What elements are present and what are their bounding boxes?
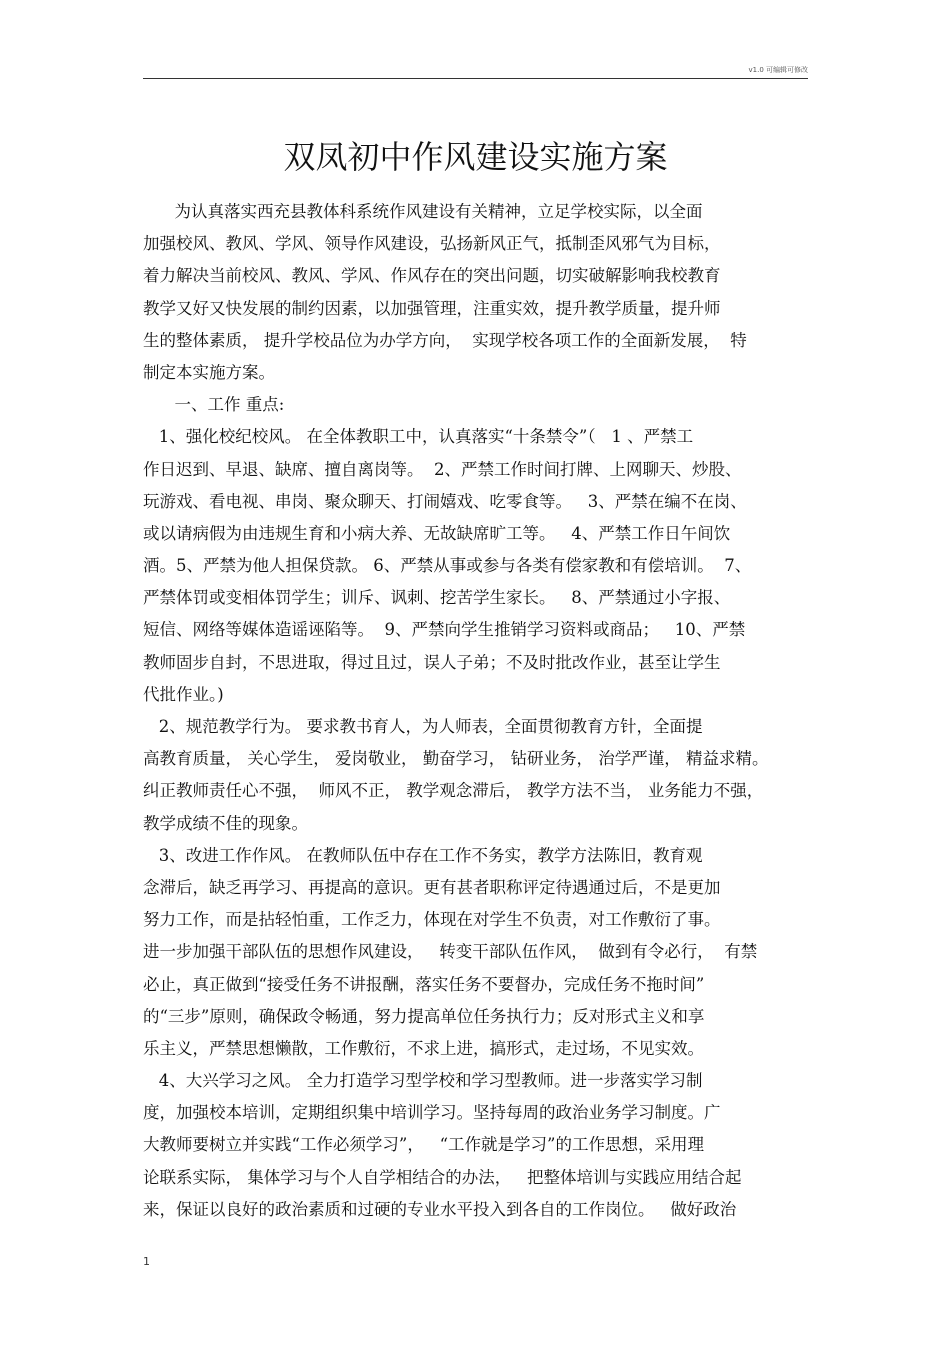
text-line: 1、强化校纪校风。 在全体教职工中，认真落实“十条禁令”（ 1 、严禁工	[143, 427, 694, 447]
text-line: 代批作业。)	[143, 684, 224, 704]
text-line: 2、规范教学行为。 要求教书育人，为人师表，全面贯彻教育方针，全面提	[143, 717, 703, 736]
text-line: 加强校风、教风、学风、领导作风建设，弘扬新风正气，抵制歪风邪气为目标，	[143, 234, 721, 254]
text-line: 教学又好又快发展的制约因素，以加强管理，注重实效，提升教学质量，提升师	[143, 298, 721, 318]
text-line: 念滞后，缺乏再学习、再提高的意识。更有甚者职称评定待遇通过后，不是更加	[143, 877, 721, 897]
header-rule	[143, 78, 808, 79]
text-line: 生的整体素质， 提升学校品位为办学方向， 实现学校各项工作的全面新发展， 特	[143, 330, 747, 350]
text-line: 为认真落实西充县教体科系统作风建设有关精神，立足学校实际，以全面	[143, 202, 703, 221]
text-line: 酒。5、严禁为他人担保贷款。 6、严禁从事或参与各类有偿家教和有偿培训。 7、	[143, 556, 752, 576]
text-line: 必止，真正做到“接受任务不讲报酬，落实任务不要督办，完成任务不拖时间”	[143, 974, 705, 994]
text-line: 大教师要树立并实践“工作必须学习”， “工作就是学习”的工作思想，采用理	[143, 1135, 704, 1155]
text-line: 3、改进工作作风。 在教师队伍中存在工作不务实，教学方法陈旧，教育观	[143, 845, 703, 865]
page-number: 1	[143, 1255, 150, 1268]
text-line: 论联系实际， 集体学习与个人自学相结合的办法， 把整体培训与实践应用结合起	[143, 1167, 742, 1187]
text-line: 的“三步”原则，确保政令畅通，努力提高单位任务执行力；反对形式主义和享	[143, 1006, 705, 1026]
text-line: 严禁体罚或变相体罚学生；训斥、讽刺、挖苦学生家长。 8、严禁通过小字报、	[143, 588, 731, 608]
text-line: 一、工作 重点:	[143, 395, 285, 415]
text-line: 4、大兴学习之风。 全力打造学习型学校和学习型教师。进一步落实学习制	[143, 1071, 703, 1091]
text-line: 度，加强校本培训，定期组织集中培训学习。坚持每周的政治业务学习制度。广	[143, 1103, 721, 1123]
document-body	[143, 196, 808, 1226]
text-line: 来，保证以良好的政治素质和过硬的专业水平投入到各自的工作岗位。 做好政治	[143, 1199, 737, 1219]
text-line: 乐主义，严禁思想懒散，工作敷衍，不求上进，搞形式，走过场，不见实效。	[143, 1038, 704, 1058]
text-line: 玩游戏、看电视、串岗、聚众聊天、打闹嬉戏、吃零食等。 3、严禁在编不在岗、	[143, 491, 747, 511]
text-line: 制定本实施方案。	[143, 362, 275, 382]
version-label: v1.0 可编辑可修改	[748, 66, 808, 74]
text-line: 或以请病假为由违规生育和小病大养、无故缺席旷工等。 4、严禁工作日午间饮	[143, 523, 731, 543]
document-title: 双凤初中作风建设实施方案	[283, 138, 668, 177]
text-line: 纠正教师责任心不强， 师风不正， 教学观念滞后， 教学方法不当， 业务能力不强，	[143, 781, 764, 801]
text-line: 短信、网络等媒体造谣诬陷等。 9、严禁向学生推销学习资料或商品； 10、严禁	[143, 620, 746, 640]
text-line: 着力解决当前校风、教风、学风、作风存在的突出问题，切实破解影响我校教育	[143, 266, 721, 286]
text-line: 进一步加强干部队伍的思想作风建设， 转变干部队伍作风， 做到有令必行， 有禁	[143, 942, 758, 962]
text-line: 高教育质量， 关心学生， 爱岗敬业， 勤奋学习， 钻研业务， 治学严谨， 精益求精。	[143, 749, 769, 769]
text-line: 作日迟到、早退、缺席、擅自离岗等。 2、严禁工作时间打牌、上网聊天、炒股、	[143, 459, 742, 479]
text-line: 努力工作，而是拈轻怕重，工作乏力，体现在对学生不负责，对工作敷衍了事。	[143, 910, 721, 930]
text-line: 教学成绩不佳的现象。	[143, 813, 308, 833]
text-line: 教师固步自封，不思进取，得过且过，误人子弟；不及时批改作业，甚至让学生	[143, 652, 721, 672]
